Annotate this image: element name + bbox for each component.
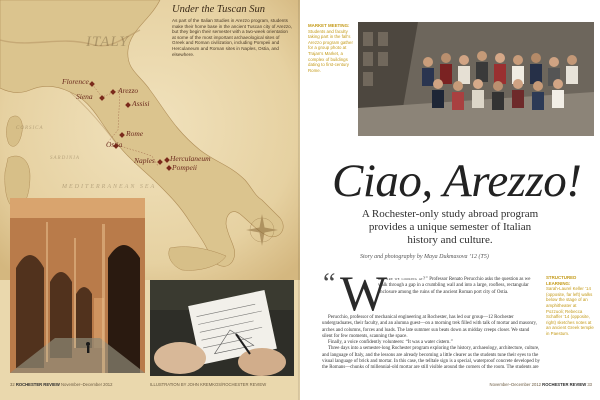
left-issue-date: November–December 2012 [61,382,113,387]
city-label-naples: Naples [134,156,155,165]
amphitheater-arches-photo [10,198,145,373]
region-label-sea: MEDITERRANEAN SEA [62,184,157,190]
region-label-italy: ITALY [86,34,129,50]
article-byline: Story and photography by Maya Dukmasova ’12 (T5) [360,254,489,260]
body-paragraph-4: Three days into a semester-long Rochester program exploring the history, archaeology, architecture, culture, and language of Italy, and the lessons are already becoming a little clearer as the students tune their eyes to the visual language of brick and mortar. In this case, the telltale sign is a special, waterproof concrete developed by the Romans—chunks of millennial-old mortar are still visible around the corners of the room. The students are [322,346,540,371]
city-label-siena: Siena [76,92,93,101]
left-folio [10,382,112,387]
drop-quote-mark: “ [323,268,336,299]
notes-illustration [150,280,294,376]
article-lead-paragraph [378,277,540,296]
sketching-notes-photo [150,280,294,376]
article-subhead: A Rochester-only study abroad program provides a unique semester of Italian history and culture. [361,208,539,246]
group-caption-text: Students and faculty taking part in the fall’s Arezzo program gather for a group photo at Trajan’s Market, a complex of buildings dating to first-century Rome. [308,28,353,73]
right-folio [490,382,592,387]
map-title: Under the Tuscan Sun [172,4,266,15]
structured-learning-caption [546,275,594,337]
body-paragraph-2: Perucchio, professor of mechanical engineering at Rochester, has led our group—12 Rochester undergraduates, their faculty, and an alumna guest—on a morning trek filled with talk of mortar and masonry, arches and columns, forces and loads. The late summer sun beats down as midday creeps closer. We stand silent for few moments, scanning the space. [322,315,537,339]
group-caption-title: MARKET MEETING: [308,23,350,28]
city-label-pompeii: Pompeii [172,163,197,172]
map-caption: As part of the Italian Studies in Arezzo program, students make their home base in the ancient Tuscan city of Arezzo, but they begin their semester with a two-week orientation at some of the most important archaeological sites of Greek and Roman civilization, including Pompeii and Herculaneum and Roman sites in Naples, Ostia, and elsewhere. [172,18,293,57]
arches-illustration [10,198,145,373]
right-page [300,0,600,400]
city-label-rome: Rome [126,129,144,138]
city-label-herculaneum: Herculaneum [170,154,211,163]
drop-cap: W [340,265,388,321]
group-photo-illustration [358,22,594,136]
body-paragraph-3: Finally, a voice confidently volunteers: “It was a water cistern.” [328,340,453,346]
article-headline: Ciao, Arezzo! [332,155,582,207]
side-caption-title: STRUCTURED LEARNING: [546,275,577,286]
lead-text: Professor Renato Perucchio asks the question as we walk through a gap in a crumbling wall and into a large, roofless, rectangular enclosure among the ruins of the ancient Roman port city of Ostia. [378,277,531,295]
left-page-number: 32 [10,382,15,387]
city-label-florence: Florence [62,77,89,86]
city-label-assisi: Assisi [132,99,150,108]
group-photo [358,22,594,136]
right-page-number: 33 [587,382,592,387]
illustration-credit: ILLUSTRATION BY JOHN KREMKOS/ROCHESTER REVIEW [150,382,267,387]
lead-smallcaps: hat are we looking at?” [378,277,428,282]
region-label-corsica: CORSICA [16,126,44,131]
city-label-arezzo: Arezzo [118,86,139,95]
article-body [322,315,540,372]
region-label-sardinia: SARDINIA [50,156,80,161]
city-label-ostia: Ostia [106,140,123,149]
side-caption-text: Sarah-Laurel Keller ’14 (opposite, far left) walks below the stage of an amphitheater at Pozzuoli; Rebecca Schaffer ’14 (opposite, right) sketches notes at an ancient Greek temple in Paestum. [546,286,594,336]
right-magazine-name: ROCHESTER REVIEW [542,382,587,387]
right-issue-date: November–December 2012 [489,382,541,387]
left-magazine-name: ROCHESTER REVIEW [15,382,60,387]
group-photo-caption [308,23,354,73]
